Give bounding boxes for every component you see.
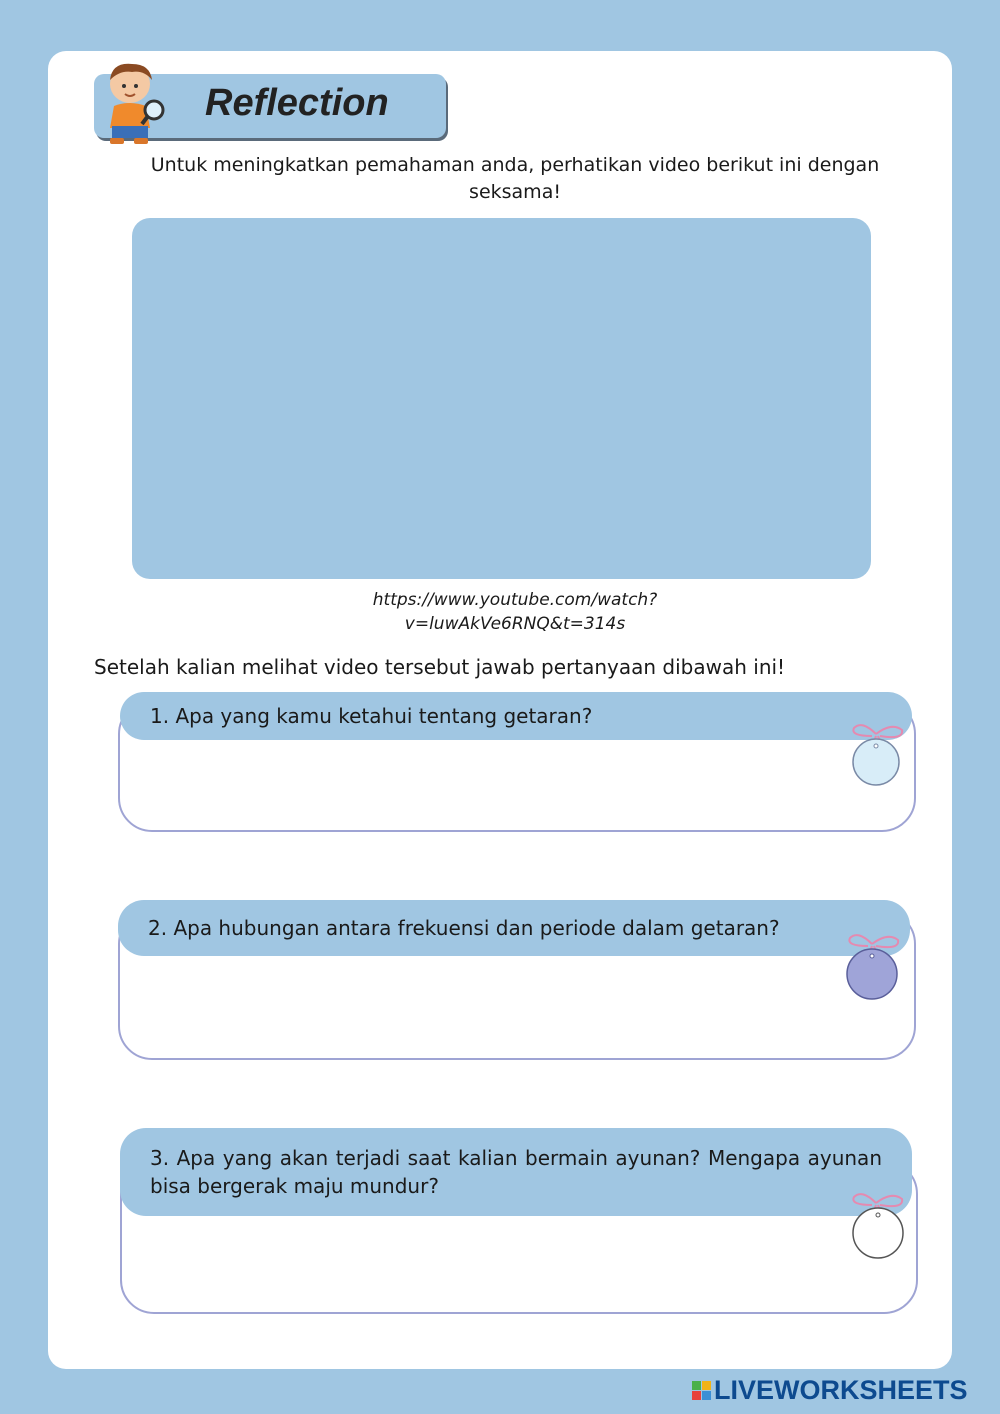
video-url-line1: https://www.youtube.com/watch? [372,590,658,610]
video-embed[interactable] [132,218,871,579]
question-text-1: 1. Apa yang kamu ketahui tentang getaran? [150,704,593,728]
intro-text: Untuk meningkatkan pemahaman anda, perhatikan video berikut ini dengan seksama! [150,154,880,203]
gift-tag-icon [842,1180,912,1262]
instruction-text: Setelah kalian melihat video tersebut jawab pertanyaan dibawah ini! [94,655,786,679]
question-header-2 [118,900,910,956]
video-url[interactable] [260,588,770,636]
question-header-1 [120,692,912,740]
question-header-3 [120,1128,912,1216]
logo-text: LIVEWORKSHEETS [714,1374,968,1405]
liveworksheets-mark-icon [692,1381,711,1400]
question-text-2: 2. Apa hubungan antara frekuensi dan periode dalam getaran? [148,916,780,940]
question-text-3: 3. Apa yang akan terjadi saat kalian bermain ayunan? Mengapa ayunan bisa bergerak maju mundur? [150,1146,882,1198]
page-title: Reflection [205,82,389,124]
video-url-line2: v=luwAkVe6RNQ&t=314s [404,614,626,634]
gift-tag-icon [838,922,908,1002]
liveworksheets-logo [692,1376,968,1404]
detective-boy-icon [92,58,172,148]
gift-tag-icon [842,712,912,792]
